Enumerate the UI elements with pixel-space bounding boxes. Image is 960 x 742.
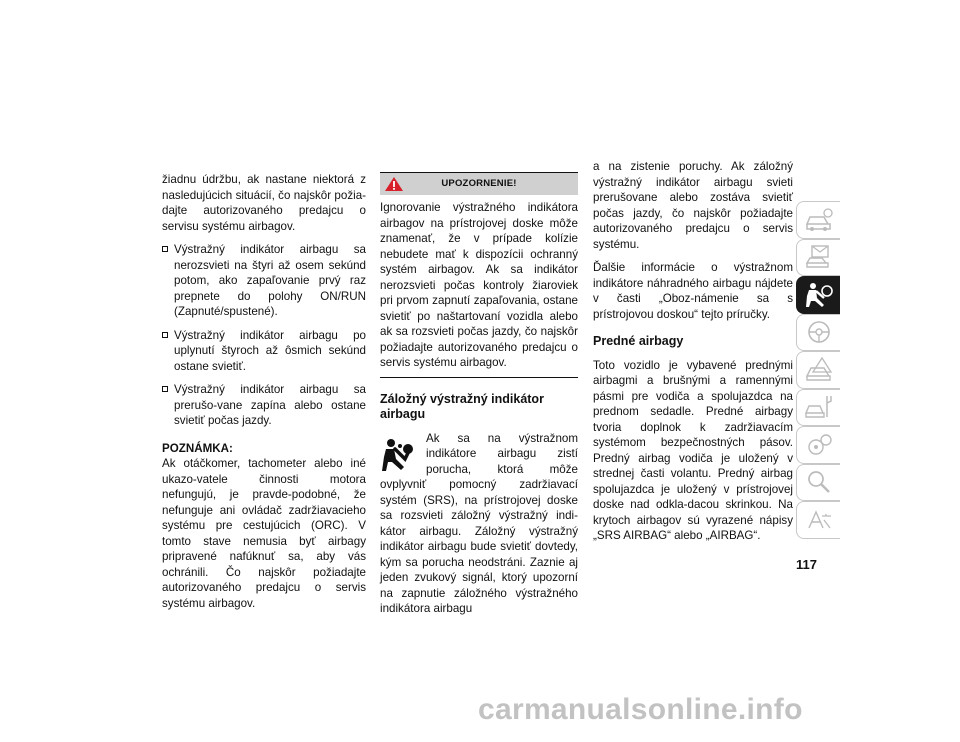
watermark: carmanualsonline.info (478, 693, 803, 726)
tab-car-warning[interactable] (796, 351, 840, 389)
airbag-warning-icon (380, 437, 416, 473)
warning-header (380, 173, 578, 195)
list-item: Výstražný indikátor airbagu sa prerušo-vane zapína alebo ostane svietiť počas jazdy. (162, 382, 366, 429)
steering-wheel-icon (804, 318, 834, 346)
tab-car-service[interactable] (796, 426, 840, 464)
car-tools-icon (804, 393, 834, 421)
car-service-icon (804, 431, 834, 459)
section-heading: Predné airbagy (593, 334, 684, 348)
paragraph: a na zistenie poruchy. Ak záložný výstražný indikátor airbagu svieti prerušovane alebo zostáva svietiť počas jazdy, čo najskôr požiadajte autorizovaného predajcu o servis systému. (593, 160, 793, 251)
intro-paragraph: žiadnu údržbu, ak nastane niektorá z nasledujúcich situácií, čo najskôr požia-dajte autorizovaného predajcu o servisu systému airbagov. (162, 173, 366, 233)
tab-steering[interactable] (796, 314, 840, 352)
tab-search[interactable] (796, 464, 840, 502)
square-bullet-icon (162, 332, 168, 338)
paragraph: Toto vozidlo je vybavené prednými airbagmi a brušnými a ramennými pásmi pre vodiča a spolujazdca na prednom sedadle. Predné airbagy tvoria doplnok k zadržiavacím systémom bezpečnostných pásov. Predný airbag vodiča je uložený v strednej časti volantu. Predný airbag spolujazdca je uložený v prístrojovej doske nad odkla-dacou skrinkou. Na krytoch airbagov sú vyrazené nápisy „SRS AIRBAG“ alebo „AIRBAG“. (593, 358, 793, 542)
paragraph: Ďalšie informácie o výstražnom indikátore náhradného airbagu nájdete v časti „Oboz-námenie sa s prístrojovou doskou“ tejto príručky. (593, 261, 793, 321)
seat-airbag-icon (804, 281, 834, 309)
square-bullet-icon (162, 246, 168, 252)
column-right (593, 159, 793, 552)
warning-text: Ignorovanie výstražného indikátora airbagov na prístrojovej doske môže znamenať, že v prípade kolízie nebudete mať k dispozícii ochranný systém airbagov. Ak sa indikátor nerozsvieti počas kontroly žiaroviek pri prvom zapnutí zapaľovania, ostane svietiť po naštartovaní vozidla alebo ak sa rozsvieti počas jazdy, čo najskôr požiadajte autorizovaného predajcu o servis systému airbagov. (380, 201, 578, 369)
column-left (162, 172, 366, 619)
warning-box (380, 172, 578, 378)
car-mail-icon (804, 243, 834, 271)
tab-language-index[interactable] (796, 501, 840, 539)
square-bullet-icon (162, 386, 168, 392)
page-number: 117 (796, 557, 817, 572)
note-title: POZNÁMKA: (162, 441, 233, 455)
list-item: Výstražný indikátor airbagu po uplynutí štyroch až ôsmich sekúnd ostane svietiť. (162, 328, 366, 375)
tab-seat-airbag[interactable] (796, 276, 840, 314)
search-icon (804, 468, 834, 496)
tab-car-info[interactable] (796, 201, 840, 239)
list-item: Výstražný indikátor airbagu sa nerozsvieti na štyri až osem sekúnd potom, ako zapaľovanie prvý raz prepnete do polohy ON/RUN (Zapnuté/spustené). (162, 242, 366, 320)
tab-car-mail[interactable] (796, 239, 840, 277)
car-warning-icon (804, 356, 834, 384)
language-index-icon (804, 506, 834, 534)
section-heading: Záložný výstražný indikátor airbagu (380, 391, 544, 421)
tab-car-tools[interactable] (796, 389, 840, 427)
section-body: Ak sa na výstražnom indikátore airbagu zistí porucha, ktorá môže ovplyvniť pomocný zadržiavací systém (SRS), na prístrojovej doske sa rozsvieti záložný výstražný indi-kátor airbagu. Záložný výstražný indikátor airbagu bude svietiť dovtedy, kým sa porucha neodstráni. Zaznie aj jeden zvukový signál, ktorý upozorní na zapnutie záložného výstražného indikátora airbagu (380, 431, 578, 615)
airbag-indicator-section (380, 431, 578, 617)
car-info-icon (804, 206, 834, 234)
chapter-tabs (796, 201, 840, 539)
warning-title: UPOZORNENIE! (441, 178, 517, 190)
column-middle (380, 172, 578, 625)
bullet-list (162, 242, 366, 429)
note-text: Ak otáčkomer, tachometer alebo iné ukazo-vatele činnosti motora nefungujú, je pravde-podobné, že nefunguje ani ovládač zadržiavacieho systému pre cestujúcich (ORC). V tomto stave nemusia byť airbagy pripravené nafúknuť sa, aby vás ochránili. Čo najskôr požiadajte autorizovaného predajcu o servis systému airbagov. (162, 457, 366, 610)
warning-triangle-icon (384, 176, 404, 192)
